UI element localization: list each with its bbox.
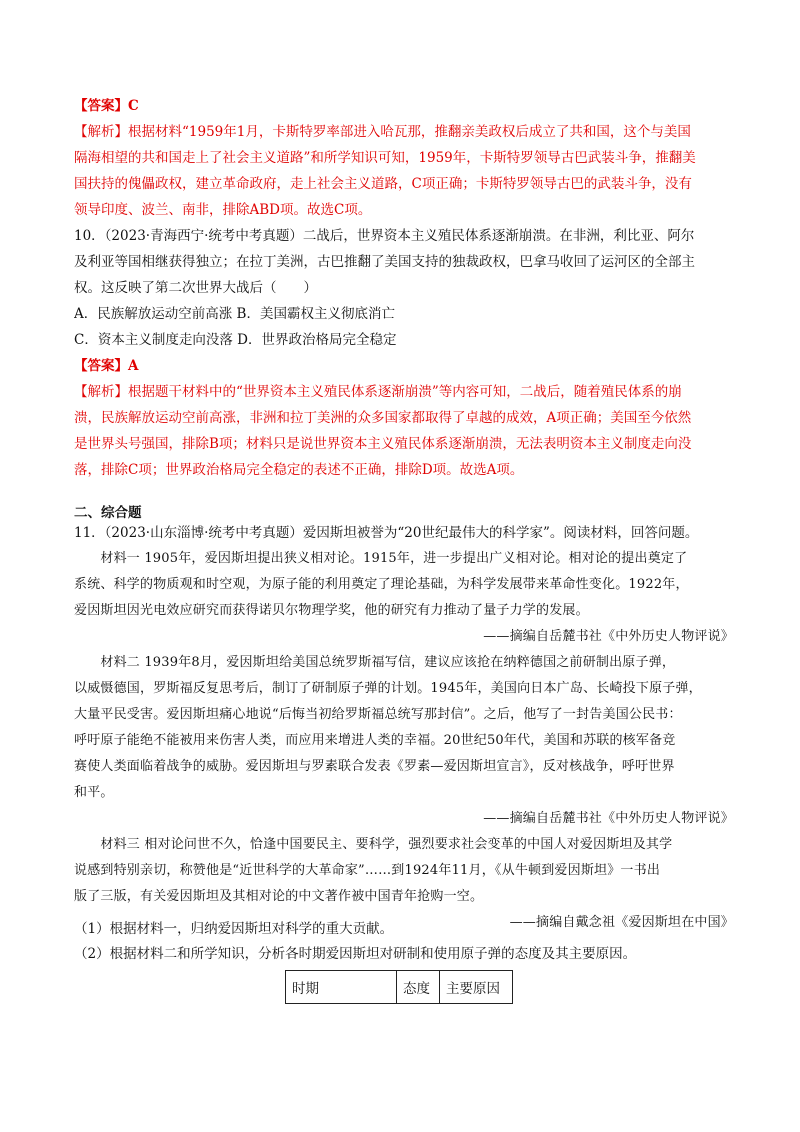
material3-line: 说感到特别亲切，称赞他是“近世科学的大革命家”……到1924年11月，《从牛顿到爱因斯坦》一书出	[74, 863, 661, 878]
table-header-row	[286, 971, 513, 1004]
table-header-period: 时期	[286, 971, 397, 1004]
section-heading: 二、综合题	[74, 505, 142, 521]
q10-analysis-line: 【解析】根据题干材料中的“世界资本主义殖民体系逐渐崩溃”等内容可知，二战后，随着殖民体系的崩	[74, 384, 682, 400]
q10-answer: 【答案】A	[74, 358, 139, 374]
q9-analysis-line: 【解析】根据材料“1959年1月，卡斯特罗率部进入哈瓦那，推翻亲美政权后成立了共和国，这个与美国	[74, 124, 691, 140]
material2-line: 大量平民受害。爱因斯坦痛心地说“后悔当初给罗斯福总统写那封信”。之后，他写了一封告美国公民书：	[74, 707, 682, 722]
q10-option-line: A．民族解放运动空前高涨 B．美国霸权主义彻底消亡	[74, 306, 395, 322]
material1-source: ——摘编自岳麓书社《中外历史人物评说》	[483, 629, 734, 644]
q10-analysis-line: 溃，民族解放运动空前高涨，非洲和拉丁美洲的众多国家都取得了卓越的成效，A项正确；美国至今依然	[74, 410, 692, 426]
q9-analysis-line: 国扶持的傀儡政权，建立革命政府，走上社会主义道路，C项正确；卡斯特罗领导古巴的武装斗争，没有	[74, 176, 692, 192]
material2-line: 和平。	[74, 785, 114, 800]
material2-source: ——摘编自岳麓书社《中外历史人物评说》	[483, 811, 734, 826]
q9-analysis-line: 领导印度、波兰、南非，排除ABD项。故选C项。	[74, 202, 372, 218]
q9-analysis-line: 隔海相望的共和国走上了社会主义道路”和所学知识可知，1959年，卡斯特罗领导古巴武装斗争，推翻美	[74, 150, 696, 166]
q10-analysis-line: 是世界头号强国，排除B项；材料只是说世界资本主义殖民体系逐渐崩溃，无法表明资本主义制度走向没	[74, 436, 692, 452]
material1-line: 材料一 1905年，爱因斯坦提出狭义相对论。1915年，进一步提出广义相对论。相对论的提出奠定了	[74, 551, 688, 566]
material2-line: 以威慑德国，罗斯福反复思考后，制订了研制原子弹的计划。1945年，美国向日本广岛、长崎投下原子弹，	[74, 681, 702, 696]
question-2: （2）根据材料二和所学知识，分析各时期爱因斯坦对研制和使用原子弹的态度及其主要原因。	[74, 946, 637, 962]
material3-source: ——摘编自戴念祖《爱因斯坦在中国》	[509, 915, 734, 930]
material1-line: 系统、科学的物质观和时空观，为原子能的利用奠定了理论基础，为科学发展带来革命性变化。1922年，	[74, 577, 689, 592]
material3-line: 版了三版，有关爱因斯坦及其相对论的中文著作被中国青年抢购一空。	[74, 889, 484, 904]
table-header-attitude: 态度	[397, 971, 440, 1004]
answer-table	[285, 970, 513, 1004]
material3-line: 材料三 相对论问世不久，恰逢中国要民主、要科学，强烈要求社会变革的中国人对爱因斯坦及其学	[74, 837, 673, 852]
q10-stem-line: 权。这反映了第二次世界大战后（ ）	[74, 280, 317, 296]
q10-stem-line: 10．（2023·青海西宁·统考中考真题）二战后，世界资本主义殖民体系逐渐崩溃。在非洲，利比亚、阿尔	[74, 228, 695, 244]
material2-line: 呼吁原子能绝不能被用来伤害人类，而应用来增进人类的幸福。20世纪50年代，美国和苏联的核军备竞	[74, 733, 676, 748]
material2-line: 赛使人类面临着战争的威胁。爱因斯坦与罗素联合发表《罗素—爱因斯坦宣言》，反对核战争，呼吁世界	[74, 759, 675, 774]
q11-stem: 11．（2023·山东淄博·统考中考真题）爱因斯坦被誉为“20世纪最伟大的科学家”。阅读材料，回答问题。	[74, 525, 699, 541]
q9-answer: 【答案】C	[74, 98, 139, 114]
q10-stem-line: 及利亚等国相继获得独立；在拉丁美洲，古巴推翻了美国支持的独裁政权，巴拿马收回了运河区的全部主	[74, 254, 695, 270]
q10-option-line: C．资本主义制度走向没落 D．世界政治格局完全稳定	[74, 332, 397, 348]
table-header-reason: 主要原因	[440, 971, 513, 1004]
q10-analysis-line: 落，排除C项；世界政治格局完全稳定的表述不正确，排除D项。故选A项。	[74, 462, 524, 478]
material1-line: 爱因斯坦因光电效应研究而获得诺贝尔物理学奖，他的研究有力推动了量子力学的发展。	[74, 603, 589, 618]
question-1: （1）根据材料一，归纳爱因斯坦对科学的重大贡献。	[74, 921, 394, 937]
material2-line: 材料二 1939年8月，爱因斯坦给美国总统罗斯福写信，建议应该抢在纳粹德国之前研制出原子弹，	[74, 655, 676, 670]
